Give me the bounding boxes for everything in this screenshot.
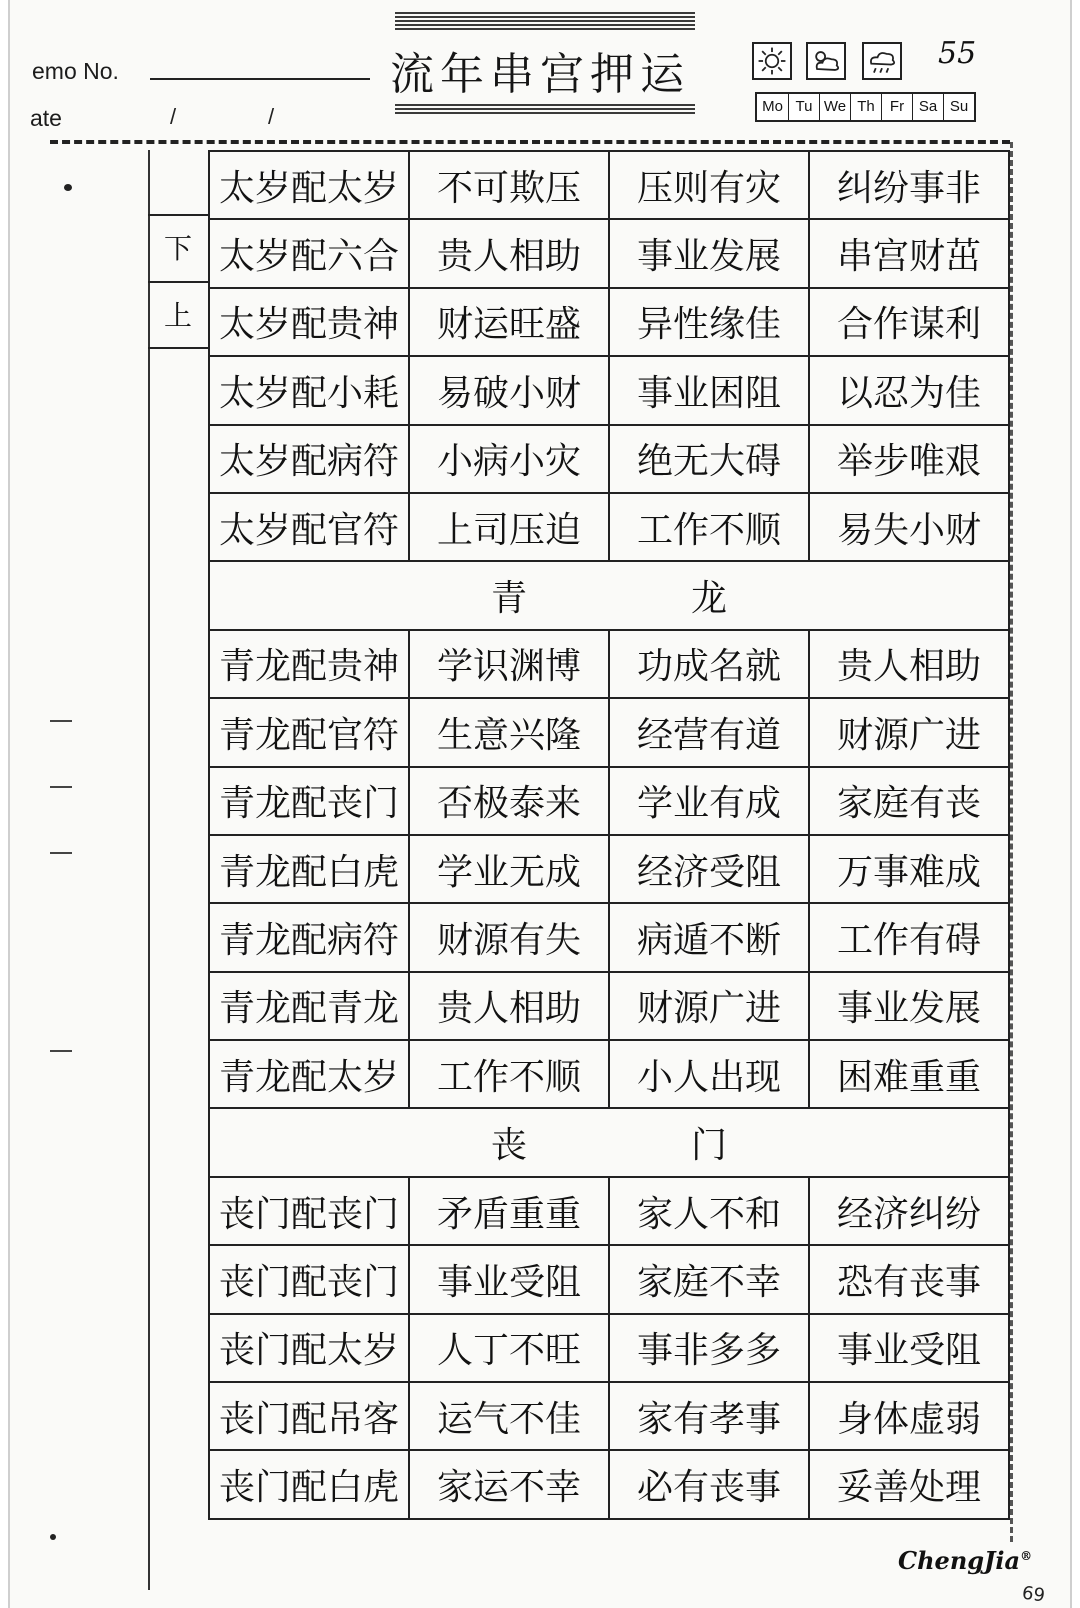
page-number: 55 [938,36,977,71]
weekday-fr[interactable]: Fr [881,94,912,120]
table-cell: 龙 [609,561,809,629]
table-row [209,425,1009,493]
row-label-cell: 太岁配六合 [209,219,409,287]
margin-tick [50,786,72,788]
table-cell: 困难重重 [809,1040,1009,1108]
row-label-cell: 青龙配太岁 [209,1040,409,1108]
table-cell: 矛盾重重 [409,1177,609,1245]
table-row [209,903,1009,971]
weekday-th[interactable]: Th [850,94,881,120]
section-heading-row [209,1108,1009,1176]
row-label-cell: 丧门配白虎 [209,1450,409,1518]
table-cell: 异性缘佳 [609,288,809,356]
weekday-selector [755,92,976,122]
row-label-cell: 太岁配贵神 [209,288,409,356]
table-row [209,630,1009,698]
date-slash: / [170,104,177,129]
top-dashed-rule [50,140,1010,144]
weekday-su[interactable]: Su [943,94,974,120]
table-cell: 家有孝事 [609,1382,809,1450]
table-cell: 运气不佳 [409,1382,609,1450]
table-row [209,219,1009,287]
row-label-cell: 太岁配小耗 [209,356,409,424]
table-cell: 小病小灾 [409,425,609,493]
sun-icon [752,42,792,80]
table-cell: 贵人相助 [409,219,609,287]
weekday-tu[interactable]: Tu [788,94,819,120]
left-margin-rule [148,150,150,1590]
notebook-page [8,0,1072,1608]
section-heading-row [209,561,1009,629]
table-row [209,698,1009,766]
title-stripes-bottom [395,104,695,116]
row-label-cell: 太岁配病符 [209,425,409,493]
table-cell: 压则有灾 [609,151,809,219]
weekday-sa[interactable]: Sa [912,94,943,120]
margin-cell: 下 [148,216,208,282]
table-cell: 事业受阻 [409,1245,609,1313]
margin-tick [50,1050,72,1052]
weekday-mo[interactable]: Mo [762,98,783,115]
table-cell: 家庭有丧 [809,767,1009,835]
table-row [209,1314,1009,1382]
table-cell: 学业无成 [409,835,609,903]
table-row [209,767,1009,835]
table-cell: 妥善处理 [809,1450,1009,1518]
row-label-cell: 青龙配白虎 [209,835,409,903]
table-cell: 上司压迫 [409,493,609,561]
table-row [209,493,1009,561]
title-box [380,38,700,102]
table-cell: 青 [409,561,609,629]
table-row [209,1177,1009,1245]
row-label-cell [209,561,409,629]
table-cell: 以忍为佳 [809,356,1009,424]
cloud-rain-icon [862,42,902,80]
row-label-cell: 太岁配官符 [209,493,409,561]
table-cell: 经济纠纷 [809,1177,1009,1245]
table-cell: 生意兴隆 [409,698,609,766]
table-cell: 合作谋利 [809,288,1009,356]
memo-no-label: emo No. [32,58,119,84]
table-cell: 身体虚弱 [809,1382,1009,1450]
table-cell: 事非多多 [609,1314,809,1382]
table-row [209,288,1009,356]
weekday-we[interactable]: We [819,94,850,120]
table-cell: 恐有丧事 [809,1245,1009,1313]
date-slash: / [268,104,275,129]
table-row [209,1040,1009,1108]
table-cell: 事业发展 [809,972,1009,1040]
table-cell: 必有丧事 [609,1450,809,1518]
table-cell: 病遁不断 [609,903,809,971]
table-cell: 家运不幸 [409,1450,609,1518]
table-cell: 人丁不旺 [409,1314,609,1382]
table-cell: 万事难成 [809,835,1009,903]
table-cell: 财源有失 [409,903,609,971]
date-label: ate [30,105,62,131]
row-label-cell: 太岁配太岁 [209,151,409,219]
table-cell: 不可欺压 [409,151,609,219]
table-cell: 经济受阻 [609,835,809,903]
margin-cell [148,150,208,216]
table-cell: 易失小财 [809,493,1009,561]
table-row [209,972,1009,1040]
table-cell: 功成名就 [609,630,809,698]
margin-tick [50,720,72,722]
table-cell: 工作有碍 [809,903,1009,971]
page-title: 流年串宫押运 [390,49,690,100]
table-cell: 财源广进 [609,972,809,1040]
row-label-cell: 青龙配丧门 [209,767,409,835]
cloud-sun-icon [806,42,846,80]
table-cell: 学识渊博 [409,630,609,698]
table-cell: 举步唯艰 [809,425,1009,493]
row-label-cell: 丧门配丧门 [209,1245,409,1313]
row-label-cell: 青龙配贵神 [209,630,409,698]
table-row [209,1245,1009,1313]
table-cell: 易破小财 [409,356,609,424]
table-row [209,1382,1009,1450]
row-label-cell: 丧门配太岁 [209,1314,409,1382]
table-cell: 事业困阻 [609,356,809,424]
table-cell: 学业有成 [609,767,809,835]
table-row [209,1450,1009,1518]
table-cell: 串宫财茁 [809,219,1009,287]
table-row [209,835,1009,903]
table-cell: 门 [609,1108,809,1176]
table-row [209,356,1009,424]
table-cell: 财运旺盛 [409,288,609,356]
table-cell: 财源广进 [809,698,1009,766]
table-cell: 小人出现 [609,1040,809,1108]
brand-logo: ChengJia® [898,1546,1033,1575]
margin-cell: 上 [148,283,208,349]
table-cell: 事业发展 [609,219,809,287]
table-row [209,151,1009,219]
title-stripes-top [395,12,695,30]
scan-speck [50,1534,56,1540]
table-cell: 贵人相助 [809,630,1009,698]
row-label-cell: 丧门配吊客 [209,1382,409,1450]
table-cell: 贵人相助 [409,972,609,1040]
right-dashed-rule [1010,142,1013,1542]
table-cell: 纠纷事非 [809,151,1009,219]
row-label-cell: 丧门配丧门 [209,1177,409,1245]
memo-no-line [150,78,370,80]
corner-number: 69 [1020,1582,1047,1607]
fortune-table [208,150,1010,1520]
table-cell [809,561,1009,629]
scan-speck [64,184,72,191]
row-label-cell [209,1108,409,1176]
table-cell: 丧 [409,1108,609,1176]
table-cell: 事业受阻 [809,1314,1009,1382]
table-cell: 绝无大碍 [609,425,809,493]
table-cell: 否极泰来 [409,767,609,835]
row-label-cell: 青龙配官符 [209,698,409,766]
table-cell: 家人不和 [609,1177,809,1245]
table-cell: 经营有道 [609,698,809,766]
margin-tick [50,852,72,854]
row-label-cell: 青龙配病符 [209,903,409,971]
row-label-cell: 青龙配青龙 [209,972,409,1040]
table-cell: 家庭不幸 [609,1245,809,1313]
table-cell: 工作不顺 [609,493,809,561]
table-cell [809,1108,1009,1176]
table-cell: 工作不顺 [409,1040,609,1108]
